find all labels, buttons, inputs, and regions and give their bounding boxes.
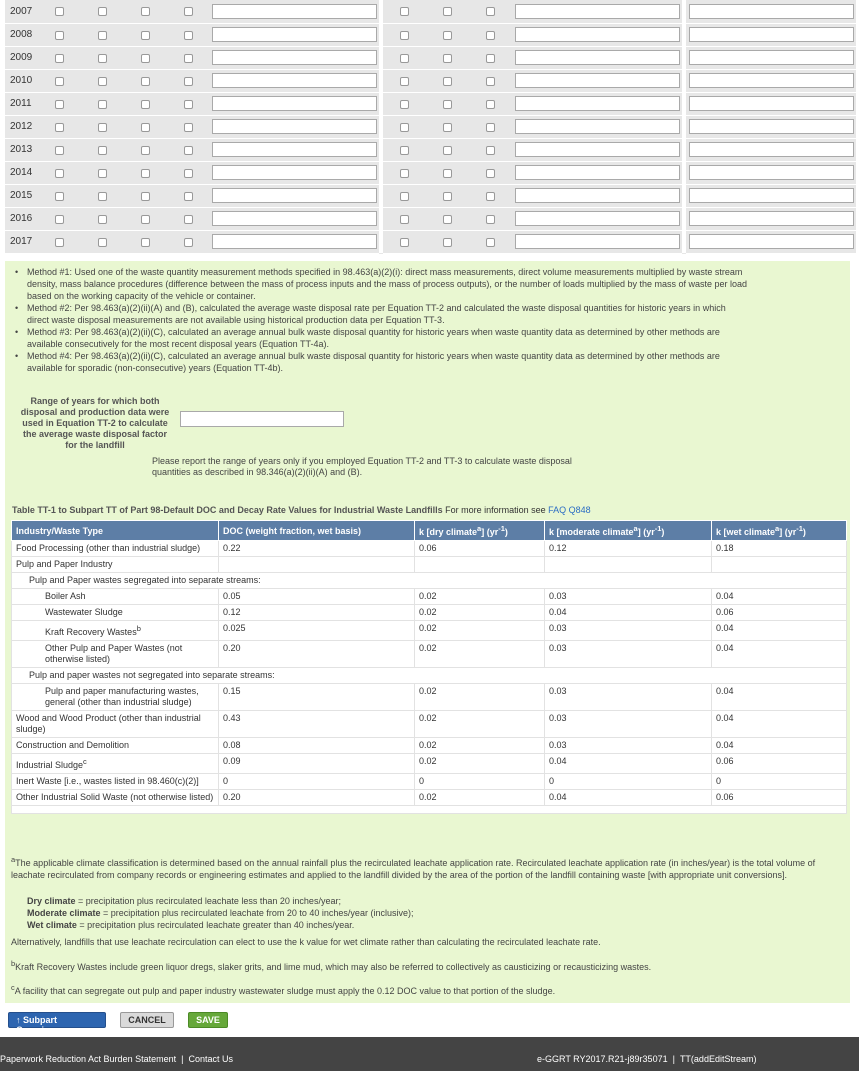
method-checkbox[interactable] [400, 31, 409, 40]
method-checkbox[interactable] [55, 146, 64, 155]
k-wet-value: 0.06 [712, 790, 847, 806]
method-checkbox[interactable] [184, 54, 193, 63]
k-moderate-value: 0.03 [545, 684, 712, 711]
method-checkbox[interactable] [443, 54, 452, 63]
method-checkbox[interactable] [184, 100, 193, 109]
method-checkbox[interactable] [184, 7, 193, 16]
k-dry-value: 0.02 [415, 641, 545, 668]
method-checkbox[interactable] [55, 215, 64, 224]
doc-value: 0.025 [219, 621, 415, 641]
quantity-input[interactable] [212, 165, 377, 180]
doc-value: 0.08 [219, 738, 415, 754]
waste-type: Wood and Wood Product (other than industrial sludge) [12, 711, 219, 738]
method-checkbox[interactable] [443, 123, 452, 132]
page-id: TT(addEditStream) [679, 1054, 757, 1064]
method-checkbox[interactable] [98, 169, 107, 178]
k-moderate-value: 0.03 [545, 641, 712, 668]
quantity-input[interactable] [212, 119, 377, 134]
year-label: 2017 [5, 230, 38, 253]
year-row [5, 115, 856, 138]
waste-type: Food Processing (other than industrial sludge) [12, 541, 219, 557]
waste-type: Pulp and Paper wastes segregated into separate streams: [12, 573, 847, 589]
table-footer-row [12, 806, 847, 814]
range-years-note: Please report the range of years only if you employed Equation TT-2 and TT-3 to calculate waste disposal quantities as described in 98.346(a)(2)(ii)(A) and (B). [152, 456, 572, 477]
method-checkbox[interactable] [400, 7, 409, 16]
k-moderate-value: 0.03 [545, 711, 712, 738]
footer-links: Paperwork Reduction Act Burden Statement | Contact Us [0, 1054, 233, 1064]
method-checkbox[interactable] [486, 146, 495, 155]
quantity-input[interactable] [515, 188, 680, 203]
subpart-overview-button[interactable]: ↑ Subpart Overview [8, 1012, 106, 1028]
year-label: 2012 [5, 115, 38, 138]
quantity-input[interactable] [212, 50, 377, 65]
k-wet-value: 0.04 [712, 684, 847, 711]
quantity-input[interactable] [515, 234, 680, 249]
method-checkbox[interactable] [98, 54, 107, 63]
k-moderate-value: 0 [545, 774, 712, 790]
method-checkbox[interactable] [400, 77, 409, 86]
year-row [5, 230, 856, 253]
method-checkbox[interactable] [400, 215, 409, 224]
doc-value: 0.20 [219, 641, 415, 668]
k-dry-value: 0.02 [415, 790, 545, 806]
quantity-input[interactable] [212, 73, 377, 88]
method-checkbox[interactable] [141, 146, 150, 155]
method-checkbox[interactable] [141, 215, 150, 224]
method-checkbox[interactable] [184, 192, 193, 201]
range-years-label: Range of years for which both disposal and production data were used in Equation TT-2 to calculate the average waste disposal factor for the landfill [20, 396, 170, 450]
method-checkbox[interactable] [141, 77, 150, 86]
save-button[interactable]: SAVE [188, 1012, 228, 1028]
climate-wet: Wet climate = precipitation plus recirculated leachate greater than 40 inches/year. [27, 920, 355, 930]
method-checkbox[interactable] [55, 238, 64, 247]
header-k-wet: k [wet climate$^a$] $(yr^{-1})$ [712, 521, 847, 541]
quantity-input[interactable] [689, 27, 854, 42]
quantity-input[interactable] [689, 4, 854, 19]
method-checkbox[interactable] [55, 169, 64, 178]
method-checkbox[interactable] [400, 100, 409, 109]
doc-value: 0.43 [219, 711, 415, 738]
quantity-input[interactable] [689, 119, 854, 134]
method-checkbox[interactable] [486, 77, 495, 86]
doc-value: 0.20 [219, 790, 415, 806]
method-checkbox[interactable] [141, 54, 150, 63]
doc-value: 0.12 [219, 605, 415, 621]
k-dry-value: 0.02 [415, 754, 545, 774]
table-row [12, 541, 847, 557]
method-checkbox[interactable] [443, 215, 452, 224]
method-item: • Method #3: Per 98.463(a)(2)(ii)(C), calculated an average annual bulk waste disposal quantity for historic years when waste quantity data as determined by other methods are available consecutively for the most recent disposal years (Equation TT-4a). [10, 326, 750, 350]
year-label: 2013 [5, 138, 38, 161]
method-checkbox[interactable] [443, 31, 452, 40]
year-row [5, 0, 856, 23]
method-item: • Method #4: Per 98.463(a)(2)(ii)(C), calculated an average annual bulk waste disposal quantity for historic years when waste quantity data as determined by other methods are available for sporadic (non-consecutive) years (Equation TT-4b). [10, 350, 750, 374]
method-item: • Method #1: Used one of the waste quantity measurement methods specified in 98.463(a)(2)(i): direct mass measurements, direct volume measurements multiplied by waste stream density, mass balance procedures (difference between the mass of process inputs and the mass of process outputs), or the number of loads multiplied by the mass of waste per load based on the working capacity of the vehicle or container. [10, 266, 750, 302]
quantity-input[interactable] [689, 234, 854, 249]
method-checkbox[interactable] [486, 54, 495, 63]
method-checkbox[interactable] [55, 192, 64, 201]
footnote-c: $^c$A facility that can segregate out pulp and paper industry wastewater sludge must apply the 0.12 DOC value to that portion of the sludge. [11, 983, 556, 996]
method-checkbox[interactable] [443, 77, 452, 86]
k-wet-value: 0.04 [712, 711, 847, 738]
k-wet-value: 0.06 [712, 605, 847, 621]
method-checkbox[interactable] [184, 123, 193, 132]
method-checkbox[interactable] [98, 123, 107, 132]
table-row [12, 668, 847, 684]
k-wet-value: 0.06 [712, 754, 847, 774]
k-dry-value: 0.02 [415, 621, 545, 641]
method-checkbox[interactable] [486, 100, 495, 109]
k-moderate-value: 0.12 [545, 541, 712, 557]
waste-type: Pulp and paper manufacturing wastes, general (other than industrial sludge) [12, 684, 219, 711]
quantity-input[interactable] [689, 50, 854, 65]
k-dry-value: 0.02 [415, 684, 545, 711]
quantity-input[interactable] [212, 96, 377, 111]
quantity-input[interactable] [689, 165, 854, 180]
k-dry-value: 0.06 [415, 541, 545, 557]
range-years-input[interactable] [180, 411, 344, 427]
year-row [5, 207, 856, 230]
k-wet-value: 0.04 [712, 589, 847, 605]
quantity-input[interactable] [515, 119, 680, 134]
k-dry-value: 0.02 [415, 711, 545, 738]
header-doc: DOC (weight fraction, wet basis) [219, 521, 415, 541]
table-row [12, 589, 847, 605]
quantity-input[interactable] [515, 4, 680, 19]
quantity-input[interactable] [212, 27, 377, 42]
k-wet-value: 0 [712, 774, 847, 790]
table-row [12, 573, 847, 589]
method-checkbox[interactable] [443, 100, 452, 109]
k-dry-value: 0 [415, 774, 545, 790]
methods-list [10, 266, 750, 374]
version-text: e-GGRT RY2017.R21-j89r35071 [537, 1054, 668, 1064]
quantity-input[interactable] [515, 50, 680, 65]
table-tt1-heading: Table TT-1 to Subpart TT of Part 98-Default DOC and Decay Rate Values for Industrial Waste Landfills [12, 505, 443, 515]
method-checkbox[interactable] [55, 31, 64, 40]
quantity-input[interactable] [212, 142, 377, 157]
table-row [12, 774, 847, 790]
method-checkbox[interactable] [184, 215, 193, 224]
method-checkbox[interactable] [184, 77, 193, 86]
year-row [5, 23, 856, 46]
method-checkbox[interactable] [141, 31, 150, 40]
method-checkbox[interactable] [400, 146, 409, 155]
doc-value: 0.05 [219, 589, 415, 605]
method-checkbox[interactable] [400, 54, 409, 63]
table-row [12, 641, 847, 668]
method-checkbox[interactable] [55, 77, 64, 86]
method-checkbox[interactable] [55, 100, 64, 109]
k-dry-value: 0.02 [415, 589, 545, 605]
year-label: 2010 [5, 69, 38, 92]
doc-value: 0.09 [219, 754, 415, 774]
header-industry: Industry/Waste Type [12, 521, 219, 541]
quantity-input[interactable] [212, 188, 377, 203]
method-checkbox[interactable] [98, 77, 107, 86]
method-checkbox[interactable] [141, 238, 150, 247]
year-row [5, 92, 856, 115]
method-checkbox[interactable] [184, 169, 193, 178]
method-checkbox[interactable] [184, 31, 193, 40]
table-tt1-title [12, 505, 591, 515]
table-row [12, 790, 847, 806]
year-label: 2015 [5, 184, 38, 207]
waste-type: Inert Waste [i.e., wastes listed in 98.460(c)(2)] [12, 774, 219, 790]
table-header-row [12, 521, 847, 541]
waste-type: Other Industrial Solid Waste (not otherwise listed) [12, 790, 219, 806]
method-checkbox[interactable] [443, 169, 452, 178]
table-row [12, 684, 847, 711]
method-checkbox[interactable] [443, 146, 452, 155]
quantity-input[interactable] [515, 73, 680, 88]
cancel-button[interactable]: CANCEL [120, 1012, 174, 1028]
method-checkbox[interactable] [98, 146, 107, 155]
method-checkbox[interactable] [98, 238, 107, 247]
method-checkbox[interactable] [141, 192, 150, 201]
method-checkbox[interactable] [98, 215, 107, 224]
method-checkbox[interactable] [141, 123, 150, 132]
quantity-input[interactable] [515, 142, 680, 157]
method-checkbox[interactable] [486, 31, 495, 40]
k-moderate-value: 0.03 [545, 589, 712, 605]
quantity-input[interactable] [515, 211, 680, 226]
waste-type: Construction and Demolition [12, 738, 219, 754]
method-checkbox[interactable] [98, 192, 107, 201]
year-label: 2014 [5, 161, 38, 184]
method-checkbox[interactable] [486, 169, 495, 178]
year-label: 2007 [5, 0, 38, 23]
paperwork-link[interactable]: Paperwork Reduction Act Burden Statement [0, 1054, 177, 1064]
k-wet-value: 0.04 [712, 641, 847, 668]
year-row [5, 138, 856, 161]
k-wet-value: 0.04 [712, 738, 847, 754]
contact-link[interactable]: Contact Us [188, 1054, 233, 1064]
footnote-alt: Alternatively, landfills that use leachate recirculation can elect to use the k value for wet climate rather than calculating the recirculated leachate rate. [11, 937, 601, 947]
method-checkbox[interactable] [98, 100, 107, 109]
footnote-b: $^b$Kraft Recovery Wastes include green liquor dregs, slaker grits, and lime mud, which may also be referred to collectively as causticizing or recausticizing wastes. [11, 959, 652, 972]
k-moderate-value: 0.04 [545, 754, 712, 774]
table-row [12, 605, 847, 621]
quantity-input[interactable] [515, 165, 680, 180]
method-checkbox[interactable] [400, 192, 409, 201]
table-row [12, 754, 847, 774]
waste-type: Boiler Ash [12, 589, 219, 605]
method-checkbox[interactable] [55, 123, 64, 132]
k-dry-value: 0.02 [415, 738, 545, 754]
footnote-a: $^a$The applicable climate classification is determined based on the annual rainfall plus the recirculated leachate application rate. Recirculated leachate application rate (in inches/year) is the total volume of leachate recirculated from company records or engineering estimates and applied to the landfill divided by the area of the portion of the landfill containing waste [with appropriate unit conversions]. [11, 855, 816, 880]
waste-type: Pulp and paper wastes not segregated into separate streams: [12, 668, 847, 684]
year-row [5, 46, 856, 69]
header-k-dry: k [dry climate$^a$] $(yr^{-1})$ [415, 521, 545, 541]
year-row [5, 184, 856, 207]
doc-value: 0.15 [219, 684, 415, 711]
year-label: 2008 [5, 23, 38, 46]
doc-value: 0 [219, 774, 415, 790]
method-checkbox[interactable] [141, 7, 150, 16]
year-row [5, 161, 856, 184]
method-checkbox[interactable] [400, 169, 409, 178]
method-checkbox[interactable] [184, 238, 193, 247]
waste-type: Kraft Recovery Wastes$^b$ [12, 621, 219, 641]
method-checkbox[interactable] [443, 7, 452, 16]
method-checkbox[interactable] [400, 123, 409, 132]
year-label: 2009 [5, 46, 38, 69]
quantity-input[interactable] [212, 211, 377, 226]
waste-type: Wastewater Sludge [12, 605, 219, 621]
faq-link[interactable]: FAQ Q848 [548, 505, 591, 515]
method-checkbox[interactable] [486, 192, 495, 201]
waste-type: Industrial Sludge$^c$ [12, 754, 219, 774]
method-checkbox[interactable] [486, 123, 495, 132]
k-dry-value: 0.02 [415, 605, 545, 621]
method-item: • Method #2: Per 98.463(a)(2)(ii)(A) and (B), calculated the average waste disposal rate per Equation TT-2 and calculated the waste disposal quantities for historic years in which direct waste disposal measurements are not available using historical production data per Equation TT-3. [10, 302, 750, 326]
table-row [12, 711, 847, 738]
table-row [12, 557, 847, 573]
waste-type: Pulp and Paper Industry [12, 557, 219, 573]
table-tt1 [11, 520, 847, 814]
quantity-input[interactable] [689, 188, 854, 203]
k-moderate-value: 0.04 [545, 790, 712, 806]
quantity-input[interactable] [212, 4, 377, 19]
quantity-input[interactable] [212, 234, 377, 249]
page-footer [0, 1037, 859, 1071]
method-checkbox[interactable] [486, 238, 495, 247]
k-moderate-value: 0.03 [545, 738, 712, 754]
year-row [5, 69, 856, 92]
method-checkbox[interactable] [55, 7, 64, 16]
more-info-text: For more information see [445, 505, 546, 515]
k-moderate-value: 0.03 [545, 621, 712, 641]
quantity-input[interactable] [515, 27, 680, 42]
waste-type: Other Pulp and Paper Wastes (not otherwise listed) [12, 641, 219, 668]
k-wet-value: 0.18 [712, 541, 847, 557]
method-checkbox[interactable] [486, 7, 495, 16]
table-row [12, 621, 847, 641]
quantity-input[interactable] [689, 142, 854, 157]
k-moderate-value: 0.04 [545, 605, 712, 621]
climate-dry: Dry climate = precipitation plus recirculated leachate less than 20 inches/year; [27, 896, 341, 906]
method-checkbox[interactable] [443, 192, 452, 201]
quantity-input[interactable] [689, 211, 854, 226]
method-checkbox[interactable] [486, 215, 495, 224]
method-checkbox[interactable] [141, 100, 150, 109]
table-row [12, 738, 847, 754]
method-checkbox[interactable] [443, 238, 452, 247]
quantity-input[interactable] [689, 96, 854, 111]
method-checkbox[interactable] [98, 31, 107, 40]
method-checkbox[interactable] [184, 146, 193, 155]
year-label: 2016 [5, 207, 38, 230]
quantity-input[interactable] [689, 73, 854, 88]
quantity-input[interactable] [515, 96, 680, 111]
method-checkbox[interactable] [141, 169, 150, 178]
year-label: 2011 [5, 92, 38, 115]
header-k-moderate: k [moderate climate$^a$] $(yr^{-1})$ [545, 521, 712, 541]
climate-moderate: Moderate climate = precipitation plus recirculated leachate from 20 to 40 inches/year (inclusive); [27, 908, 414, 918]
k-wet-value: 0.04 [712, 621, 847, 641]
method-checkbox[interactable] [400, 238, 409, 247]
method-checkbox[interactable] [55, 54, 64, 63]
waste-year-table [5, 0, 856, 254]
footer-version: e-GGRT RY2017.R21-j89r35071 | TT(addEditStream) [537, 1054, 757, 1064]
doc-value: 0.22 [219, 541, 415, 557]
method-checkbox[interactable] [98, 7, 107, 16]
